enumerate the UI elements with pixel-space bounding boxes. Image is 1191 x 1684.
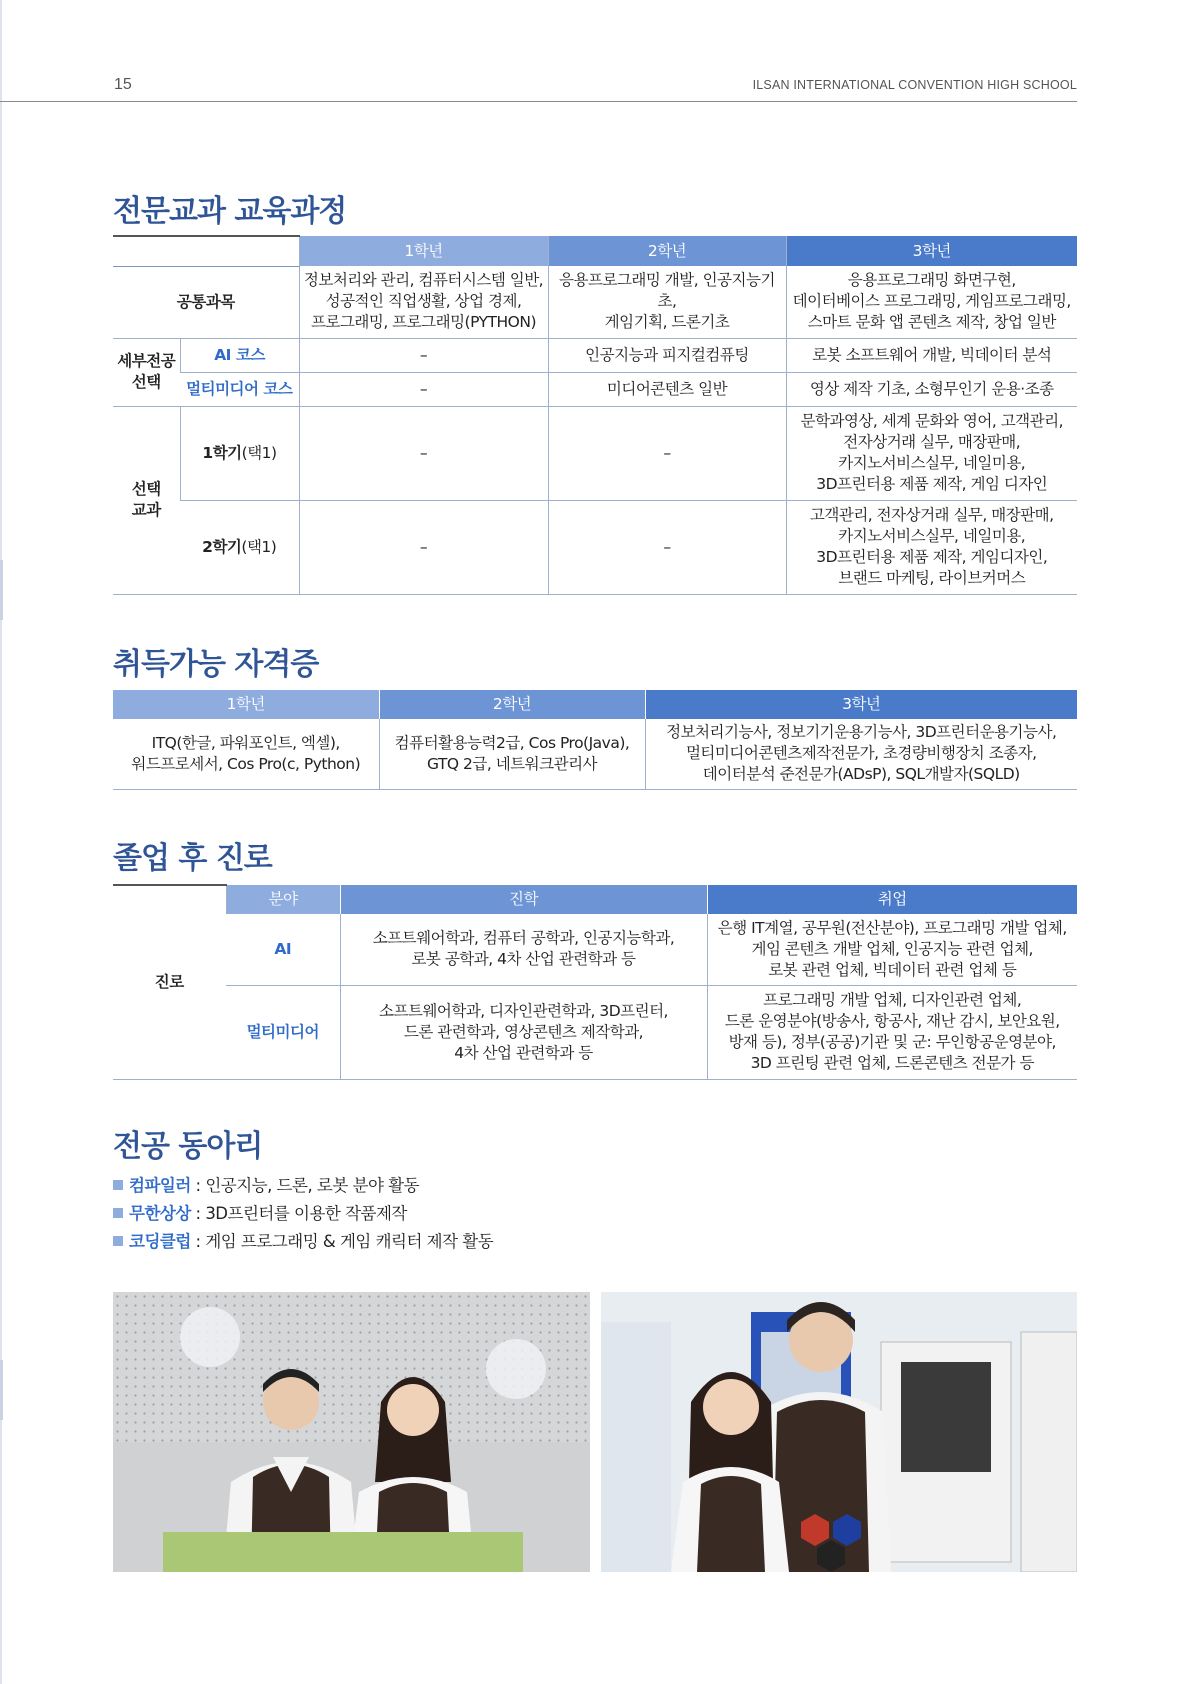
- bullet-square-icon: [113, 1236, 123, 1246]
- course-label-ai: AI 코스: [180, 338, 299, 372]
- mm-study-cell: 소프트웨어학과, 디자인관련학과, 3D프린터, 드론 관련학과, 영상콘텐츠 제작학과, 4차 산업 관련학과 등: [340, 985, 707, 1079]
- sem1-grade1-cell: –: [299, 406, 548, 500]
- row-label-elective: 선택 교과: [113, 406, 180, 594]
- ai-grade1-cell: –: [299, 338, 548, 372]
- semester2-label: 2학기(택1): [180, 500, 299, 594]
- photo-students-3d-printer: [601, 1292, 1077, 1572]
- common-grade2-cell: 응용프로그래밍 개발, 인공지능기초, 게임기획, 드론기초: [548, 266, 786, 338]
- photo-students-hologram: [113, 1292, 590, 1572]
- career-title: 졸업 후 진로: [113, 841, 272, 876]
- mm-grade3-cell: 영상 제작 기초, 소형무인기 운용·조종: [786, 372, 1077, 406]
- table-corner-cell: [113, 236, 299, 266]
- curriculum-title: 전문교과 교육과정: [113, 194, 347, 229]
- mm-grade1-cell: –: [299, 372, 548, 406]
- common-grade3-cell: 응용프로그래밍 화면구현, 데이터베이스 프로그래밍, 게임프로그래밍, 스마트 문화 앱 콘텐츠 제작, 창업 일반: [786, 266, 1077, 338]
- curriculum-table: [113, 235, 1077, 595]
- certificates-title: 취득가능 자격증: [113, 647, 319, 682]
- club-item: 무한상상 : 3D프린터를 이용한 작품제작: [113, 1200, 407, 1224]
- margin-tab-marker: [0, 560, 3, 620]
- club-item: 컴파일러 : 인공지능, 드론, 로봇 분야 활동: [113, 1172, 419, 1196]
- grade-header: 1학년: [113, 690, 379, 719]
- course-label-multimedia: 멀티미디어 코스: [180, 372, 299, 406]
- sem1-grade2-cell: –: [548, 406, 786, 500]
- field-multimedia: 멀티미디어: [226, 985, 340, 1079]
- ai-grade2-cell: 인공지능과 피지컬컴퓨팅: [548, 338, 786, 372]
- page-number: 15: [114, 76, 132, 93]
- career-header-field: 분야: [226, 885, 340, 914]
- header-divider: [0, 101, 1077, 102]
- career-header-job: 취업: [707, 885, 1077, 914]
- certificates-table: [113, 690, 1077, 790]
- mm-job-cell: 프로그래밍 개발 업체, 디자인관련 업체, 드론 운영분야(방송사, 항공사, 재난 감시, 보안요원, 방재 등), 정부(공공)기관 및 군: 무인항공운영분야, 3D 프린팅 관련 업체, 드론콘텐츠 전문가 등: [707, 985, 1077, 1079]
- field-ai: AI: [226, 914, 340, 985]
- grade-header: 1학년: [299, 236, 548, 266]
- bullet-square-icon: [113, 1180, 123, 1190]
- row-label-major: 세부전공 선택: [113, 338, 180, 406]
- career-table: [113, 884, 1077, 1080]
- cert-grade1-cell: ITQ(한글, 파워포인트, 엑셀), 워드프로세서, Cos Pro(c, Python): [113, 719, 379, 789]
- mm-grade2-cell: 미디어콘텐츠 일반: [548, 372, 786, 406]
- cert-grade2-cell: 컴퓨터활용능력2급, Cos Pro(Java), GTQ 2급, 네트워크관리사: [379, 719, 645, 789]
- sem1-grade3-cell: 문학과영상, 세계 문화와 영어, 고객관리, 전자상거래 실무, 매장판매, 카지노서비스실무, 네일미용, 3D프린터용 제품 제작, 게임 디자인: [786, 406, 1077, 500]
- semester1-label: 1학기(택1): [180, 406, 299, 500]
- grade-header: 2학년: [379, 690, 645, 719]
- bullet-square-icon: [113, 1208, 123, 1218]
- grade-header: 2학년: [548, 236, 786, 266]
- school-name: ILSAN INTERNATIONAL CONVENTION HIGH SCHOOL: [752, 78, 1077, 92]
- cert-grade3-cell: 정보처리기능사, 정보기기운용기능사, 3D프린터운용기능사, 멀티미디어콘텐츠제작전문가, 초경량비행장치 조종자, 데이터분석 준전문가(ADsP), SQL개발자(SQLD): [645, 719, 1077, 789]
- grade-header: 3학년: [786, 236, 1077, 266]
- sem2-grade2-cell: –: [548, 500, 786, 594]
- sem2-grade3-cell: 고객관리, 전자상거래 실무, 매장판매, 카지노서비스실무, 네일미용, 3D프린터용 제품 제작, 게임디자인, 브랜드 마케팅, 라이브커머스: [786, 500, 1077, 594]
- row-label-career: 진로: [113, 885, 226, 1079]
- left-margin-line: [0, 0, 2, 1684]
- ai-grade3-cell: 로봇 소프트웨어 개발, 빅데이터 분석: [786, 338, 1077, 372]
- grade-header: 3학년: [645, 690, 1077, 719]
- ai-study-cell: 소프트웨어학과, 컴퓨터 공학과, 인공지능학과, 로봇 공학과, 4차 산업 관련학과 등: [340, 914, 707, 985]
- ai-job-cell: 은행 IT계열, 공무원(전산분야), 프로그래밍 개발 업체, 게임 콘텐츠 개발 업체, 인공지능 관련 업체, 로봇 관련 업체, 빅데이터 관련 업체 등: [707, 914, 1077, 985]
- career-header-study: 진학: [340, 885, 707, 914]
- row-label-common: 공통과목: [113, 266, 299, 338]
- margin-tab-marker: [0, 1360, 3, 1420]
- sem2-grade1-cell: –: [299, 500, 548, 594]
- club-item: 코딩클럽 : 게임 프로그래밍 & 게임 캐릭터 제작 활동: [113, 1228, 493, 1252]
- common-grade1-cell: 정보처리와 관리, 컴퓨터시스템 일반, 성공적인 직업생활, 상업 경제, 프로그래밍, 프로그래밍(PYTHON): [299, 266, 548, 338]
- clubs-title: 전공 동아리: [113, 1129, 263, 1164]
